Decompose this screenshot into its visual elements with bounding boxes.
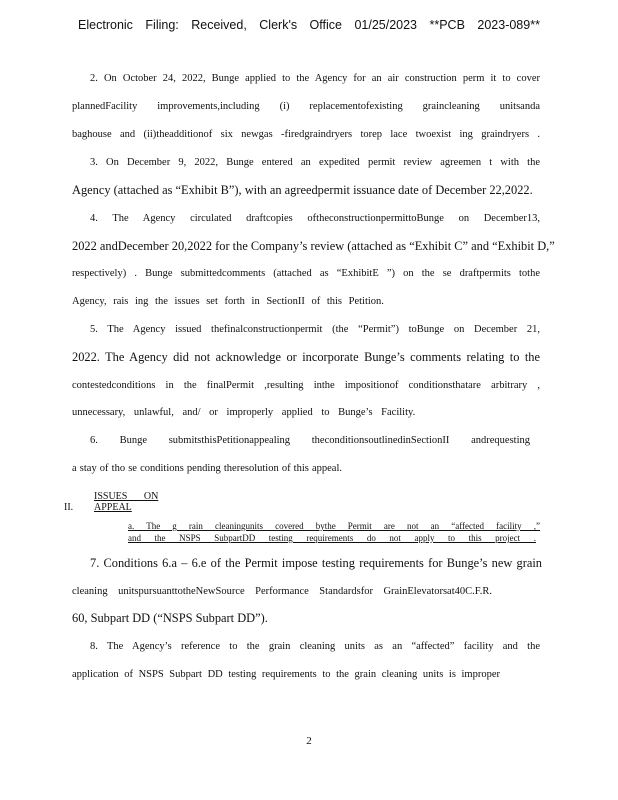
paragraph-8-line-2: application of NSPS Subpart DD testing requirements to the grain cleaning units is improper: [72, 669, 500, 680]
paragraph-5-line-4: unnecessary, unlawful, and/ or improperly applied to Bunge’s Facility.: [72, 407, 416, 418]
paragraph-4-line-3: respectively) . Bunge submittedcomments (attached as “ExhibitE ”) on the se draftpermits tothe: [72, 268, 540, 279]
paragraph-5-line-2: 2022. The Agency did not acknowledge or incorporate Bunge’s comments relating to the: [72, 350, 540, 364]
paragraph-2-line-1: 2. On October 24, 2022, Bunge applied to the Agency for an air construction perm it to cover: [90, 73, 540, 84]
paragraph-4-line-2: 2022 andDecember 20,2022 for the Company’s review (attached as “Exhibit C” and “Exhibit D,”: [72, 239, 555, 253]
paragraph-6-line-1: 6. Bunge submitsthisPetitionappealing theconditionsoutlinedinSectionII andrequesting: [90, 435, 530, 446]
paragraph-2-line-2: plannedFacility improvements,including (i) replacementofexisting graincleaning unitsanda: [72, 101, 540, 112]
filing-header: Electronic Filing: Received, Clerk's Office 01/25/2023 **PCB 2023-089**: [78, 18, 540, 32]
paragraph-7-line-1: 7. Conditions 6.a – 6.e of the Permit impose testing requirements for Bunge’s new grain: [90, 556, 542, 570]
paragraph-7-line-3: 60, Subpart DD (“NSPS Subpart DD”).: [72, 611, 268, 625]
paragraph-3-line-1: 3. On December 9, 2022, Bunge entered an expedited permit review agreemen t with the: [90, 157, 540, 168]
section-heading: [64, 491, 208, 513]
paragraph-4-line-4: Agency, rais ing the issues set forth in SectionII of this Petition.: [72, 296, 384, 307]
page-number: 2: [306, 735, 312, 747]
paragraph-4-line-1: 4. The Agency circulated draftcopies oftheconstructionpermittoBunge on December13,: [90, 213, 540, 224]
paragraph-5-line-3: contestedconditions in the finalPermit ,resulting inthe impositionof conditionsthatare arbitrary ,: [72, 380, 540, 391]
section-number: II.: [64, 502, 74, 513]
paragraph-6-line-2: a stay of tho se conditions pending theresolution of this appeal.: [72, 463, 342, 474]
paragraph-7-line-2: cleaning unitspursuanttotheNewSource Performance Standardsfor GrainElevatorsat40C.F.R.: [72, 586, 492, 597]
section-title: ISSUES ON APPEAL: [94, 491, 159, 513]
paragraph-5-line-1: 5. The Agency issued thefinalconstructionpermit (the “Permit”) toBunge on December 21,: [90, 324, 540, 335]
paragraph-8-line-1: 8. The Agency’s reference to the grain cleaning units as an “affected” facility and the: [90, 641, 540, 652]
issue-a-line-1: a. The g rain cleaningunits covered bythe Permit are not an “affected facility ,”: [128, 521, 540, 531]
paragraph-2-line-3: baghouse and (ii)theadditionof six newgas -firedgraindryers torep lace twoexist ing graindryers .: [72, 129, 540, 140]
issue-a-line-2: and the NSPS SubpartDD testing requirements do not apply to this project .: [128, 533, 536, 543]
paragraph-3-line-2: Agency (attached as “Exhibit B”), with an agreedpermit issuance date of December 22,2022.: [72, 183, 533, 197]
